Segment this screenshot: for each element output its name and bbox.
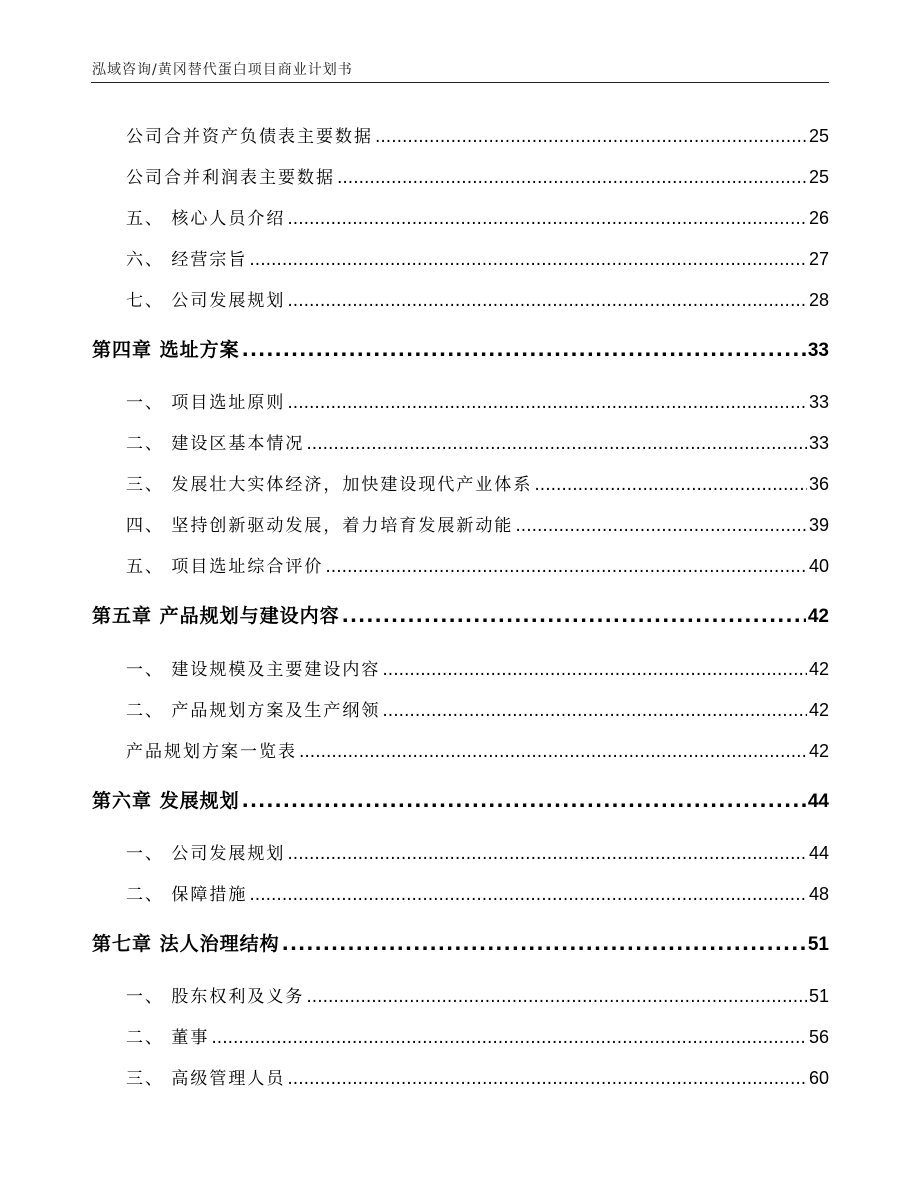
toc-chapter-entry[interactable] <box>92 336 829 364</box>
toc-entry-page: 42 <box>808 700 829 720</box>
toc-entry-title: 公司合并利润表主要数据 <box>126 168 335 188</box>
toc-entry-page: 48 <box>808 884 829 904</box>
toc-leader-dots <box>534 473 807 497</box>
toc-entry-page: 44 <box>808 843 829 863</box>
toc-leader-dots <box>306 985 807 1009</box>
toc-chapter-title: 第六章 发展规划 <box>92 790 240 812</box>
toc-entry[interactable] <box>126 1066 829 1090</box>
toc-leader-dots <box>242 336 806 364</box>
toc-entry[interactable] <box>126 288 829 312</box>
toc-entry[interactable] <box>126 390 829 414</box>
toc-entry[interactable] <box>126 841 829 865</box>
toc-entry-title: 公司合并资产负债表主要数据 <box>126 127 373 147</box>
toc-leader-dots <box>515 514 807 538</box>
toc-chapter-title: 第四章 选址方案 <box>92 339 240 361</box>
toc-entry-page: 33 <box>808 433 829 453</box>
running-header: 泓域咨询/黄冈替代蛋白项目商业计划书 <box>92 62 353 78</box>
toc-entry-page: 40 <box>808 556 829 576</box>
toc-entry[interactable] <box>126 247 829 271</box>
toc-entry-title: 产品规划方案一览表 <box>126 742 297 762</box>
toc-leader-dots <box>242 787 806 815</box>
toc-chapter-title: 第七章 法人治理结构 <box>92 933 280 955</box>
toc-entry-title: 二、 保障措施 <box>126 885 248 905</box>
toc-entry[interactable] <box>126 124 829 148</box>
toc-leader-dots <box>287 1067 807 1091</box>
toc-leader-dots <box>299 740 807 764</box>
toc-entry-title: 五、 核心人员介绍 <box>126 209 286 229</box>
toc-entry-page: 25 <box>808 167 829 187</box>
toc-chapter-entry[interactable] <box>92 930 829 958</box>
toc-leader-dots <box>287 207 807 231</box>
toc-leader-dots <box>325 555 807 579</box>
toc-entry-title: 二、 产品规划方案及生产纲领 <box>126 701 381 721</box>
toc-entry[interactable] <box>126 657 829 681</box>
toc-entry-title: 四、 坚持创新驱动发展，着力培育发展新动能 <box>126 516 514 536</box>
toc-entry-title: 三、 高级管理人员 <box>126 1069 286 1089</box>
toc-leader-dots <box>249 883 807 907</box>
toc-entry-title: 五、 项目选址综合评价 <box>126 557 324 577</box>
toc-entry-title: 一、 项目选址原则 <box>126 393 286 413</box>
toc-leader-dots <box>287 289 807 313</box>
toc-entry-title: 三、 发展壮大实体经济，加快建设现代产业体系 <box>126 475 533 495</box>
toc-entry-title: 六、 经营宗旨 <box>126 250 248 270</box>
toc-entry[interactable] <box>126 431 829 455</box>
toc-entry-title: 七、 公司发展规划 <box>126 291 286 311</box>
toc-entry[interactable] <box>126 882 829 906</box>
toc-entry-title: 二、 建设区基本情况 <box>126 434 305 454</box>
toc-entry-page: 26 <box>808 208 829 228</box>
toc-leader-dots <box>342 602 806 630</box>
toc-leader-dots <box>375 125 807 149</box>
toc-entry-title: 一、 股东权利及义务 <box>126 987 305 1007</box>
toc-leader-dots <box>287 842 807 866</box>
toc-entry-page: 27 <box>808 249 829 269</box>
toc-entry[interactable] <box>126 984 829 1008</box>
toc-entry-page: 51 <box>808 986 829 1006</box>
toc-entry-title: 一、 公司发展规划 <box>126 844 286 864</box>
toc-entry-title: 一、 建设规模及主要建设内容 <box>126 660 381 680</box>
toc-leader-dots <box>211 1026 807 1050</box>
toc-entry[interactable] <box>126 698 829 722</box>
toc-entry-page: 28 <box>808 290 829 310</box>
toc-entry[interactable] <box>126 554 829 578</box>
toc-entry-page: 33 <box>808 392 829 412</box>
toc-entry-page: 60 <box>808 1068 829 1088</box>
toc-entry[interactable] <box>126 739 829 763</box>
toc-chapter-entry[interactable] <box>92 602 829 630</box>
toc-chapter-page: 51 <box>807 934 829 955</box>
toc-entry[interactable] <box>126 513 829 537</box>
toc-entry-page: 25 <box>808 126 829 146</box>
toc-entry-page: 39 <box>808 515 829 535</box>
toc-leader-dots <box>382 658 807 682</box>
toc-chapter-page: 44 <box>807 791 829 812</box>
toc-entry[interactable] <box>126 165 829 189</box>
toc-entry[interactable] <box>126 1025 829 1049</box>
toc-entry[interactable] <box>126 206 829 230</box>
toc-entry-page: 42 <box>808 741 829 761</box>
toc-entry[interactable] <box>126 472 829 496</box>
toc-chapter-title: 第五章 产品规划与建设内容 <box>92 605 340 627</box>
toc-entry-title: 二、 董事 <box>126 1028 210 1048</box>
toc-leader-dots <box>249 248 807 272</box>
toc-entry-page: 56 <box>808 1027 829 1047</box>
toc-chapter-page: 42 <box>807 606 829 627</box>
toc-leader-dots <box>382 699 807 723</box>
toc-leader-dots <box>282 930 806 958</box>
toc-entry-page: 42 <box>808 659 829 679</box>
toc-chapter-page: 33 <box>807 340 829 361</box>
toc-leader-dots <box>287 391 807 415</box>
toc-leader-dots <box>337 166 807 190</box>
toc-entry-page: 36 <box>808 474 829 494</box>
toc-chapter-entry[interactable] <box>92 787 829 815</box>
toc-leader-dots <box>306 432 807 456</box>
